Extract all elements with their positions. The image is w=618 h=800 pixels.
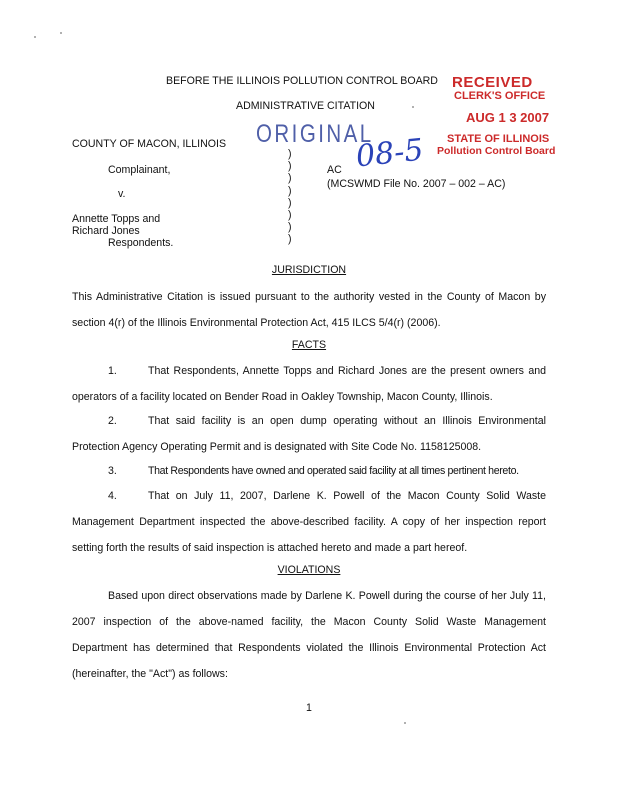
fact-text: That Respondents have owned and operated said facility at all times pertinent hereto. [148,465,519,477]
state-stamp: STATE OF ILLINOIS [447,133,550,145]
facts-heading: FACTS [291,339,327,351]
fact-number: 1. [108,365,117,377]
jurisdiction-heading: JURISDICTION [271,264,347,276]
fact-number: 4. [108,490,117,502]
violations-heading: VIOLATIONS [277,564,341,576]
caption-county: COUNTY OF MACON, ILLINOIS [72,138,227,150]
caption-complainant: Complainant, [108,164,171,176]
board-title: BEFORE THE ILLINOIS POLLUTION CONTROL BOARD [166,75,438,87]
scan-speck [404,722,406,724]
received-stamp: RECEIVED [452,74,533,91]
scan-speck [34,36,36,38]
page-number: 1 [306,702,312,714]
fact-number: 3. [108,465,117,477]
fact-text: That Respondents, Annette Topps and Richard Jones are the present owners and operators of a facility located on Bender Road in Oakley Township, Macon County, Illinois. [72,365,546,403]
handwritten-case-number: 08-5 [354,132,426,175]
fact-text: That on July 11, 2007, Darlene K. Powell of the Macon County Solid Waste Management Department inspected the above-described facility. A copy of her inspection report setting forth the results of said inspection is attached hereto and made a part hereof. [72,490,546,554]
caption-file-number: (MCSWMD File No. 2007 – 002 – AC) [327,178,506,190]
fact-number: 2. [108,415,117,427]
caption-respondent-1: Annette Topps and [72,213,161,225]
clerks-office-stamp: CLERK'S OFFICE [454,90,546,102]
received-date-stamp: AUG 1 3 2007 [466,110,550,125]
pollution-board-stamp: Pollution Control Board [437,145,556,157]
caption-respondents: Respondents. [108,237,174,249]
document-subtitle: ADMINISTRATIVE CITATION [236,100,375,112]
original-stamp: ORIGINAL [256,120,374,148]
jurisdiction-text: This Administrative Citation is issued pursuant to the authority vested in the County of Macon by section 4(r) of the Illinois Environmental Protection Act, 415 ILCS 5/4(r) (2006). [72,291,546,329]
caption-respondent-2: Richard Jones [72,225,140,237]
scan-speck [412,106,414,108]
violations-text: Based upon direct observations made by Darlene K. Powell during the course of her July 11, 2007 inspection of the above-named facility, the Macon County Solid Waste Management Department has determined that Respondents violated the Illinois Environmental Protection Act (hereinafter, the "Act") as follows: [72,590,546,680]
scan-speck [60,32,62,34]
caption-versus: v. [118,188,126,200]
caption-parentheses: ) ) ) ) ) ) ) ) [288,148,292,246]
caption-ac: AC [327,164,342,176]
fact-text: That said facility is an open dump operating without an Illinois Environmental Protection Agency Operating Permit and is designated with Site Code No. 1158125008. [72,415,546,453]
